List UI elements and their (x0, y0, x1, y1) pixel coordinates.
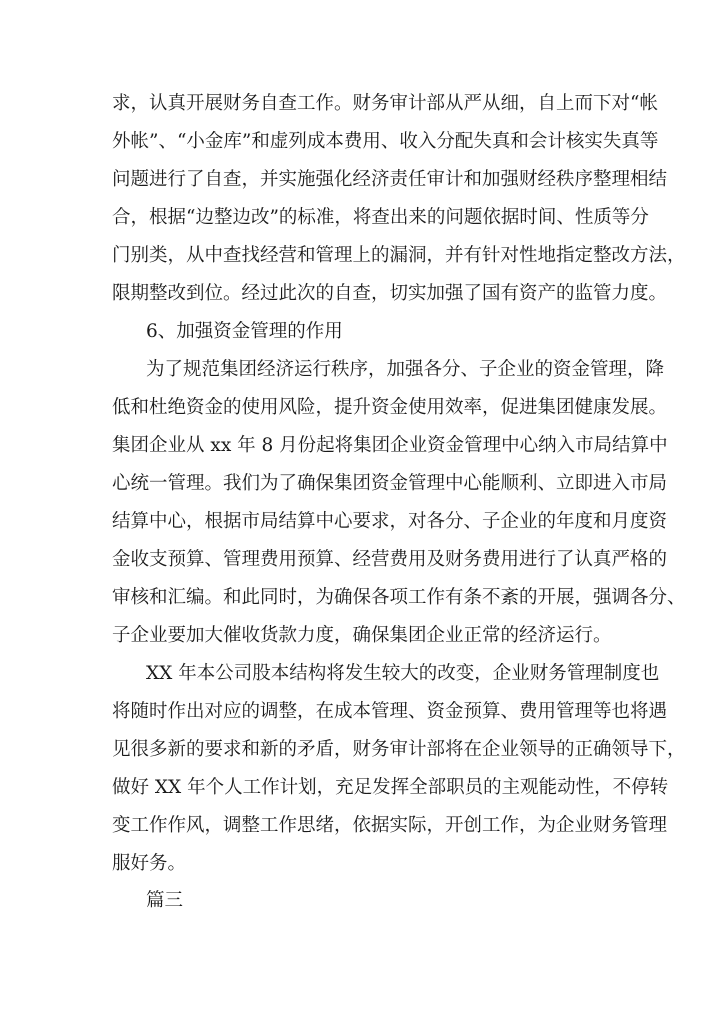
body-text-line: 限期整改到位。经过此次的自查，切实加强了国有资产的监管力度。 (112, 283, 668, 304)
body-text-line: 集团企业从 xx 年 8 月份起将集团企业资金管理中心纳入市局结算中 (112, 435, 668, 456)
body-text-line: 低和杜绝资金的使用风险，提升资金使用效率，促进集团健康发展。 (112, 397, 668, 418)
section-heading: 篇三 (146, 890, 184, 911)
body-text-line: 做好 XX 年个人工作计划，充足发挥全部职员的主观能动性，不停转 (112, 777, 669, 798)
body-text-line: 审核和汇编。和此同时，为确保各项工作有条不紊的开展，强调各分、 (112, 587, 686, 608)
body-text-line: 结算中心，根据市局结算中心要求，对各分、子企业的年度和月度资 (112, 511, 668, 532)
body-text-line: XX 年本公司股本结构将发生较大的改变，企业财务管理制度也 (146, 663, 660, 684)
body-text-line: 合，根据“边整边改”的标准，将查出来的问题依据时间、性质等分 (112, 207, 649, 228)
body-text-line: 金收支预算、管理费用预算、经营费用及财务费用进行了认真严格的 (112, 549, 668, 570)
body-text-line: 门别类，从中查找经营和管理上的漏洞，并有针对性地指定整改方法， (112, 245, 686, 266)
body-text-line: 求，认真开展财务自查工作。财务审计部从严从细，自上而下对“帐 (112, 93, 658, 114)
body-text-line: 外帐”、“小金库”和虚列成本费用、收入分配失真和会计核实失真等 (112, 131, 659, 152)
body-text-line: 子企业要加大催收货款力度，确保集团企业正常的经济运行。 (112, 625, 612, 646)
body-text-line: 心统一管理。我们为了确保集团资金管理中心能顺利、立即进入市局 (112, 473, 668, 494)
section-heading: 6、加强资金管理的作用 (146, 321, 343, 342)
body-text-line: 问题进行了自查，并实施强化经济责任审计和加强财经秩序整理相结 (112, 169, 668, 190)
body-text-line: 服好务。 (112, 853, 187, 874)
body-text-line: 见很多新的要求和新的矛盾，财务审计部将在企业领导的正确领导下， (112, 739, 686, 760)
body-text-line: 为了规范集团经济运行秩序，加强各分、子企业的资金管理，降 (146, 359, 665, 380)
body-text-line: 将随时作出对应的调整，在成本管理、资金预算、费用管理等也将遇 (112, 701, 668, 722)
body-text-line: 变工作作风，调整工作思绪，依据实际，开创工作，为企业财务管理 (112, 815, 668, 836)
